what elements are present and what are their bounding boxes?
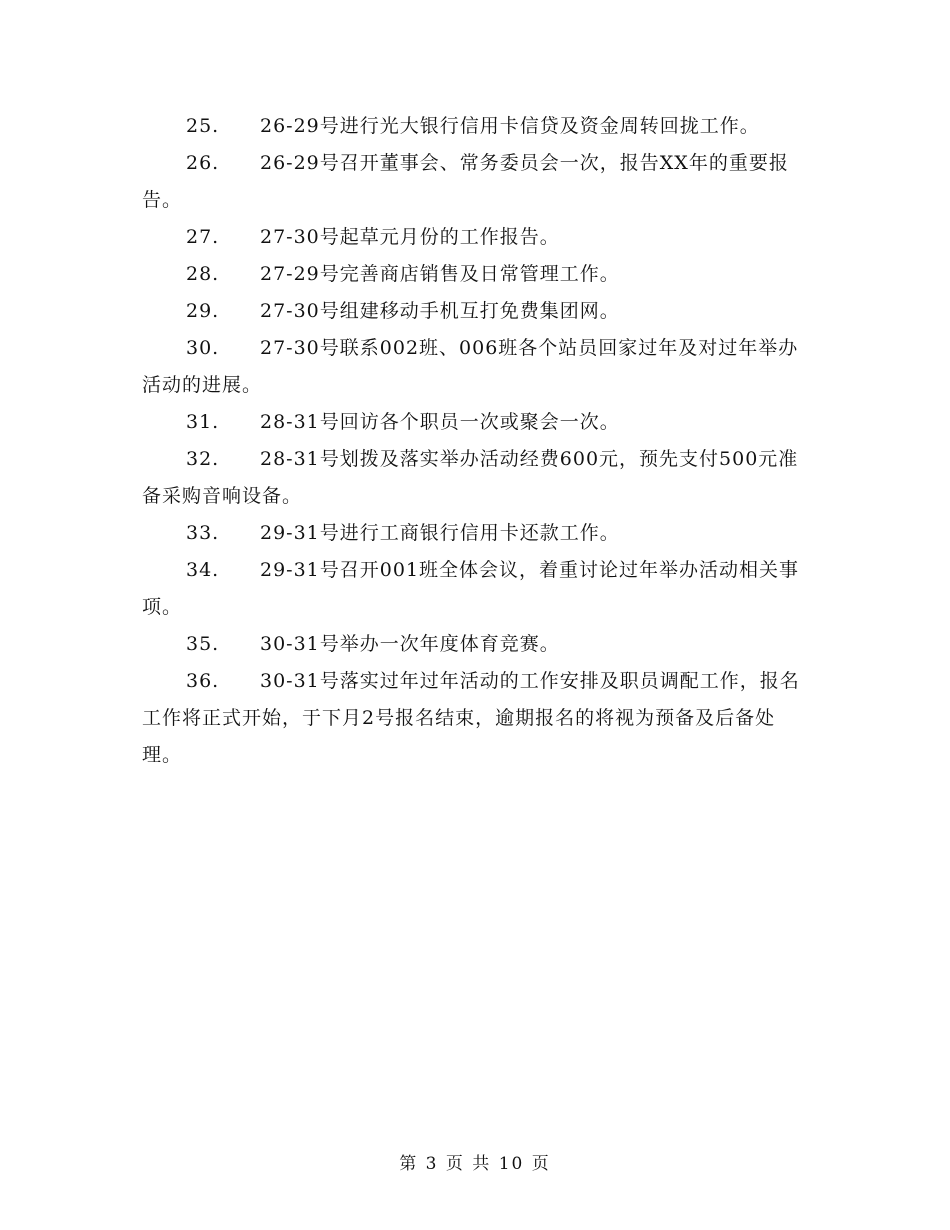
item-text: 26-29号进行光大银行信用卡信贷及资金周转回拢工作。 bbox=[260, 115, 760, 137]
item-text: 30-31号落实过年过年活动的工作安排及职员调配工作，报名工作将正式开始，于下月2号报名结束，逾期报名的将视为预备及后备处理。 bbox=[142, 670, 800, 766]
item-number: 32. bbox=[186, 448, 220, 470]
list-item bbox=[142, 404, 814, 441]
item-number: 29. bbox=[186, 300, 220, 322]
list-item bbox=[142, 663, 814, 774]
item-number: 31. bbox=[186, 411, 220, 433]
list-item bbox=[142, 330, 814, 404]
item-number: 34. bbox=[186, 559, 220, 581]
item-text: 27-29号完善商店销售及日常管理工作。 bbox=[260, 263, 620, 285]
item-number: 35. bbox=[186, 633, 220, 655]
item-number: 36. bbox=[186, 670, 220, 692]
item-text: 27-30号联系002班、006班各个站员回家过年及对过年举办活动的进展。 bbox=[142, 337, 799, 396]
list-item bbox=[142, 626, 814, 663]
item-text: 30-31号举办一次年度体育竞赛。 bbox=[260, 633, 560, 655]
list-item bbox=[142, 145, 814, 219]
list-item bbox=[142, 108, 814, 145]
item-text: 26-29号召开董事会、常务委员会一次，报告XX年的重要报告。 bbox=[142, 152, 789, 211]
list-item bbox=[142, 552, 814, 626]
item-text: 29-31号进行工商银行信用卡还款工作。 bbox=[260, 522, 620, 544]
list-item bbox=[142, 256, 814, 293]
list-item bbox=[142, 293, 814, 330]
list-item bbox=[142, 219, 814, 256]
item-number: 30. bbox=[186, 337, 220, 359]
item-text: 27-30号组建移动手机互打免费集团网。 bbox=[260, 300, 620, 322]
item-text: 29-31号召开001班全体会议，着重讨论过年举办活动相关事项。 bbox=[142, 559, 800, 618]
item-text: 28-31号划拨及落实举办活动经费600元，预先支付500元准备采购音响设备。 bbox=[142, 448, 799, 507]
item-number: 28. bbox=[186, 263, 220, 285]
item-number: 27. bbox=[186, 226, 220, 248]
list-item bbox=[142, 515, 814, 552]
item-text: 28-31号回访各个职员一次或聚会一次。 bbox=[260, 411, 620, 433]
document-body bbox=[142, 108, 814, 774]
item-text: 27-30号起草元月份的工作报告。 bbox=[260, 226, 560, 248]
item-number: 26. bbox=[186, 152, 220, 174]
list-item bbox=[142, 441, 814, 515]
item-number: 33. bbox=[186, 522, 220, 544]
item-number: 25. bbox=[186, 115, 220, 137]
page-number-footer: 第 3 页 共 10 页 bbox=[399, 1154, 551, 1174]
